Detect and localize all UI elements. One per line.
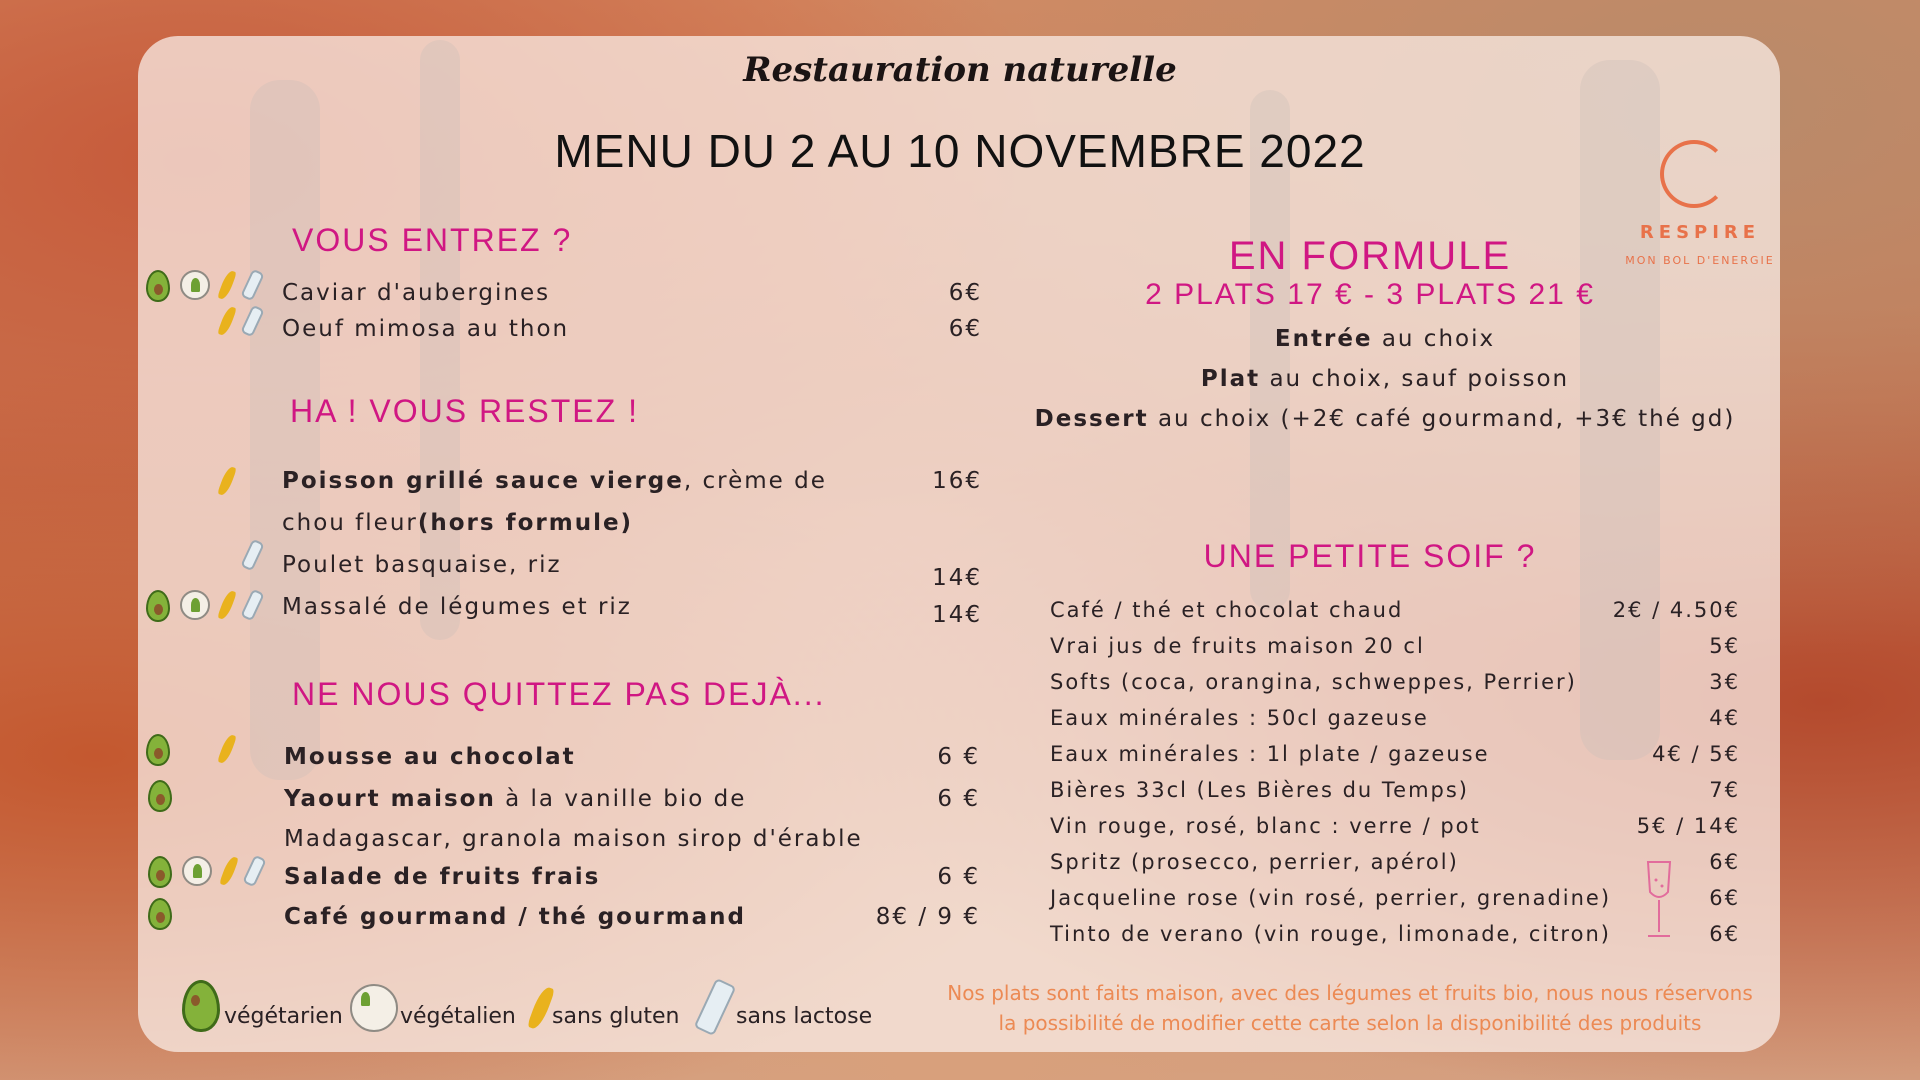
- drink-name: Vin rouge, rosé, blanc : verre / pot: [1050, 814, 1481, 838]
- footer-note-line1: Nos plats sont faits maison, avec des légumes et fruits bio, nous nous réservons: [947, 981, 1753, 1005]
- dish-icons: [146, 466, 271, 500]
- formule-prices: 2 PLATS 17 € - 3 PLATS 21 €: [1145, 278, 1595, 311]
- gluten-free-icon: [217, 589, 237, 621]
- legend-vegetalien: végétalien: [400, 1004, 516, 1029]
- dish-name: [282, 468, 827, 494]
- gluten-free-icon: [527, 985, 555, 1031]
- drink-name: Tinto de verano (vin rouge, limonade, citron): [1050, 922, 1611, 946]
- dish-name: Massalé de légumes et riz: [282, 594, 632, 620]
- drink-row: [1050, 778, 1750, 802]
- menu-title: MENU DU 2 AU 10 NOVEMBRE 2022: [554, 125, 1366, 177]
- logo-name: RESPIRE: [1639, 222, 1761, 243]
- vegan-leaf-icon: [182, 856, 212, 886]
- drink-name: Café / thé et chocolat chaud: [1050, 598, 1404, 622]
- drink-price: 4€ / 5€: [1652, 742, 1740, 766]
- dish-name-line2-text: chou fleur: [282, 510, 418, 536]
- respire-logo-icon: [1660, 140, 1728, 208]
- gluten-free-icon: [217, 733, 237, 765]
- legend-vegetarien: végétarien: [224, 1004, 343, 1029]
- drink-name: Jacqueline rose (vin rosé, perrier, grenadine): [1050, 886, 1612, 910]
- dish-name: [284, 744, 576, 770]
- drink-name: Eaux minérales : 50cl gazeuse: [1050, 706, 1429, 730]
- dish-name-line2: [282, 510, 633, 536]
- footer-note: [900, 978, 1800, 1038]
- logo-tagline: MON BOL D'ENERGIE: [1625, 254, 1775, 267]
- dish-price: 14€: [932, 602, 982, 628]
- dish-name: Caviar d'aubergines: [282, 280, 551, 306]
- dish-price: 6€: [948, 316, 982, 342]
- drink-price: 6€: [1709, 850, 1740, 874]
- plats-heading: HA ! VOUS RESTEZ !: [290, 393, 639, 429]
- formule-line-rest: au choix, sauf poisson: [1260, 366, 1570, 392]
- vegan-leaf-icon: [180, 590, 210, 620]
- dish-name-rest: à la vanille bio de: [495, 786, 747, 812]
- dish-name: [284, 864, 600, 890]
- dish-name: Oeuf mimosa au thon: [282, 316, 570, 342]
- dish-price: 6€: [948, 280, 982, 306]
- drink-name: Eaux minérales : 1l plate / gazeuse: [1050, 742, 1490, 766]
- dish-icons: [146, 540, 271, 574]
- drink-row: [1050, 670, 1750, 694]
- gluten-free-icon: [219, 855, 239, 887]
- dish-name: [284, 904, 746, 930]
- dish-icons: [148, 780, 273, 814]
- drink-row: [1050, 634, 1750, 658]
- formule-line: [1000, 406, 1770, 432]
- avocado-icon: [148, 856, 172, 888]
- formule-heading: EN FORMULE: [1228, 234, 1512, 278]
- dish-icons: [146, 590, 271, 624]
- dish-name-bold: Mousse au chocolat: [284, 744, 576, 770]
- dish-icons: [148, 856, 273, 890]
- drink-name: Bières 33cl (Les Bières du Temps): [1050, 778, 1469, 802]
- avocado-icon: [148, 898, 172, 930]
- drink-price: 6€: [1709, 922, 1740, 946]
- dish-name: [284, 786, 746, 812]
- dish-name-line2: Madagascar, granola maison sirop d'érable: [284, 826, 863, 852]
- formule-line: [1000, 366, 1770, 392]
- avocado-icon: [148, 780, 172, 812]
- dish-icons: [146, 270, 271, 304]
- lactose-free-icon: [240, 269, 264, 302]
- formule-line-rest: au choix (+2€ café gourmand, +3€ thé gd): [1148, 406, 1736, 432]
- formule-line-rest: au choix: [1372, 326, 1496, 352]
- legend: [180, 980, 900, 1036]
- formule-line: [1000, 326, 1770, 352]
- drink-row: [1050, 742, 1750, 766]
- dish-price: 14€: [932, 565, 982, 591]
- drink-price: 7€: [1709, 778, 1740, 802]
- dish-name-bold: Café gourmand / thé gourmand: [284, 904, 747, 930]
- dish-icons: [148, 898, 273, 932]
- lactose-free-icon: [240, 589, 264, 622]
- menu-subtitle: Restauration naturelle: [743, 50, 1177, 90]
- legend-sans-gluten: sans gluten: [552, 1004, 680, 1029]
- drink-price: 6€: [1709, 886, 1740, 910]
- formule-line-bold: Plat: [1200, 366, 1261, 392]
- drink-name: Softs (coca, orangina, schweppes, Perrier): [1050, 670, 1577, 694]
- vegan-leaf-icon: [350, 984, 398, 1032]
- dish-name-bold: Salade de fruits frais: [284, 864, 601, 890]
- drink-row: [1050, 706, 1750, 730]
- dish-price: 6 €: [937, 864, 980, 890]
- formule-line-bold: Entrée: [1274, 326, 1373, 352]
- avocado-icon: [146, 734, 170, 766]
- dish-icons: [146, 734, 271, 768]
- dish-price: 6 €: [937, 786, 980, 812]
- lactose-free-icon: [240, 305, 264, 338]
- dish-name-line2-bold: (hors formule): [417, 510, 634, 536]
- legend-sans-lactose: sans lactose: [736, 1004, 873, 1029]
- dish-icons: [146, 306, 271, 340]
- avocado-icon: [146, 270, 170, 302]
- drink-name: Vrai jus de fruits maison 20 cl: [1050, 634, 1425, 658]
- drink-row: [1050, 598, 1750, 622]
- drink-price: 3€: [1709, 670, 1740, 694]
- dish-name-bold: Poisson grillé sauce vierge: [282, 468, 684, 494]
- dish-name-bold: Yaourt maison: [284, 786, 496, 812]
- drink-row: [1050, 814, 1750, 838]
- avocado-icon: [182, 980, 220, 1032]
- vegan-leaf-icon: [180, 270, 210, 300]
- drink-price: 4€: [1709, 706, 1740, 730]
- boissons-heading: UNE PETITE SOIF ?: [1203, 538, 1537, 574]
- dish-price: 16€: [932, 468, 982, 494]
- drink-name: Spritz (prosecco, perrier, apérol): [1050, 850, 1459, 874]
- formule-line-bold: Dessert: [1034, 406, 1149, 432]
- dish-name: Poulet basquaise, riz: [282, 552, 562, 578]
- desserts-heading: NE NOUS QUITTEZ PAS DEJÀ...: [292, 676, 826, 712]
- gluten-free-icon: [217, 269, 237, 301]
- dish-price: 6 €: [937, 744, 980, 770]
- lactose-free-icon: [240, 539, 264, 572]
- wine-glass-icon: [1642, 858, 1676, 942]
- dish-name-rest: , crème de: [683, 468, 827, 494]
- drink-price: 5€ / 14€: [1636, 814, 1740, 838]
- lactose-free-icon: [242, 855, 266, 888]
- drink-price: 5€: [1709, 634, 1740, 658]
- entrees-heading: VOUS ENTREZ ?: [292, 222, 573, 258]
- lactose-free-icon: [694, 978, 737, 1036]
- dish-price: 8€ / 9 €: [875, 904, 980, 930]
- avocado-icon: [146, 590, 170, 622]
- footer-note-line2: la possibilité de modifier cette carte selon la disponibilité des produits: [998, 1011, 1702, 1035]
- gluten-free-icon: [217, 305, 237, 337]
- gluten-free-icon: [217, 465, 237, 497]
- drink-price: 2€ / 4.50€: [1612, 598, 1740, 622]
